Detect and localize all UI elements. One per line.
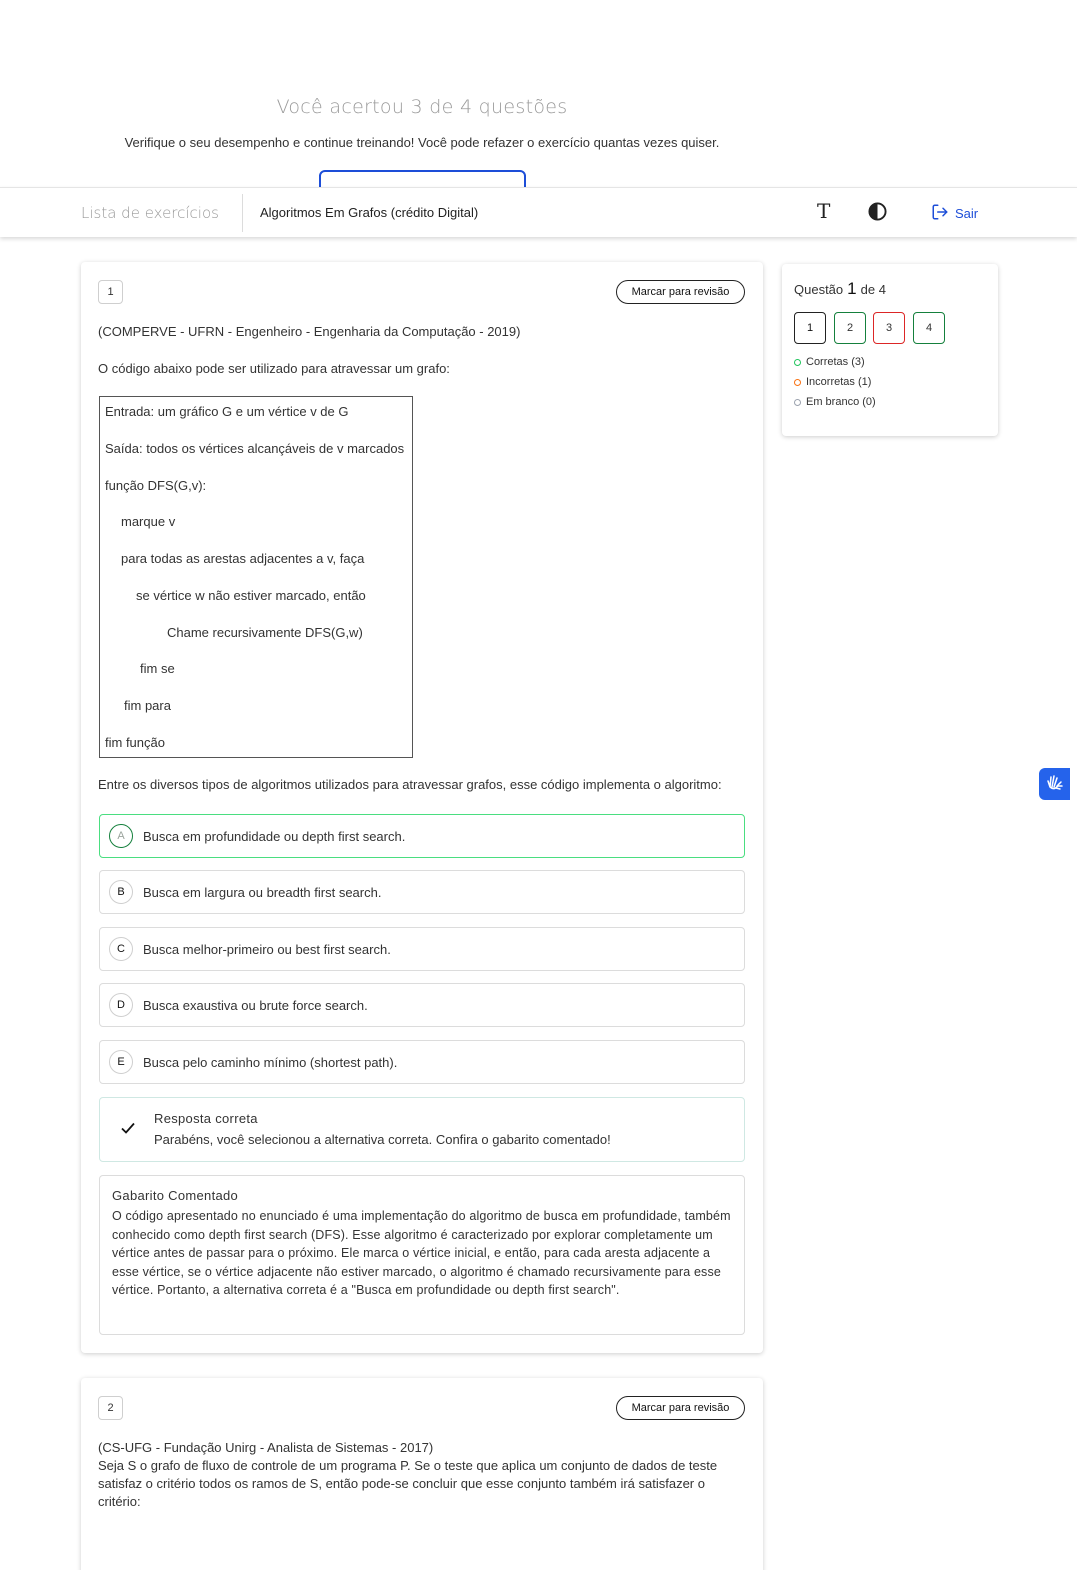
code-line: função DFS(G,v): (105, 478, 207, 493)
font-size-icon[interactable]: T (817, 199, 831, 223)
legend-label: Corretas (3) (806, 356, 865, 368)
question-text: Seja S o grafo de fluxo de controle de um programa P. Se o teste que aplica um conjunto de dados de teste satisfaz o critério todos os ramos de S, então pode-se concluir que esse conjunto também irá satisfazer o critério: (98, 1458, 718, 1509)
legend-label: Em branco (0) (806, 396, 876, 408)
alternative-text: Busca em profundidade ou depth first search. (143, 828, 406, 844)
question-prompt: Entre os diversos tipos de algoritmos utilizados para atravessar grafos, esse código implementa o algoritmo: (98, 777, 722, 792)
legend-dot (794, 359, 801, 366)
question-number: 1 (98, 280, 123, 304)
navigator-label: Questão (794, 282, 844, 297)
hands-icon (1045, 772, 1065, 797)
alternative-a[interactable] (99, 814, 745, 858)
divider (242, 194, 243, 232)
alternative-text: Busca exaustiva ou brute force search. (143, 997, 368, 1013)
legend-dot (794, 399, 801, 406)
contrast-icon[interactable] (868, 202, 887, 221)
alternative-letter: B (109, 880, 133, 904)
result-subtitle: Verifique o seu desempenho e continue treinando! Você pode refazer o exercício quantas vezes quiser. (124, 135, 720, 150)
code-line: Chame recursivamente DFS(G,w) (167, 625, 363, 640)
question-card-2 (81, 1378, 763, 1570)
commented-answer-text: O código apresentado no enunciado é uma implementação do algoritmo de busca em profundidade, também conhecido como depth first search (DFS). Esse algoritmo é caracterizado por explorar completamente um vértice antes de passar para o próximo. Ele marca o vértice inicial, e então, para cada aresta adjacente a esse vértice, se o vértice adjacente não estiver marcado, o algoritmo é chamado recursivamente para esse vértice. Portanto, a alternativa correta é a "Busca em profundidade ou depth first search". (112, 1209, 731, 1297)
alternative-text: Busca pelo caminho mínimo (shortest path). (143, 1054, 398, 1070)
question-intro: O código abaixo pode ser utilizado para atravessar um grafo: (98, 361, 450, 376)
logout-label: Sair (955, 206, 979, 221)
alternative-letter: E (109, 1050, 133, 1074)
code-line: fim para (124, 698, 171, 713)
nav-question-2[interactable]: 2 (834, 312, 866, 344)
legend-blank (794, 396, 876, 408)
alternative-text: Busca em largura ou breadth first search. (143, 884, 382, 900)
feedback-title: Resposta correta (154, 1111, 258, 1126)
alternative-letter: A (109, 824, 133, 848)
nav-question-4[interactable]: 4 (913, 312, 945, 344)
top-bar (0, 187, 1077, 237)
navigator-total: de 4 (860, 282, 886, 297)
alternative-c[interactable] (99, 927, 745, 971)
legend-label: Incorretas (1) (806, 376, 872, 388)
nav-question-1[interactable]: 1 (794, 312, 826, 344)
question-source: (CS-UFG - Fundação Unirg - Analista de Sistemas - 2017) (98, 1440, 434, 1455)
answer-feedback (99, 1097, 745, 1162)
code-line: para todas as arestas adjacentes a v, faça (121, 551, 365, 566)
code-line: Entrada: um gráfico G e um vértice v de G (105, 404, 349, 419)
question-navigator (782, 264, 998, 436)
course-title: Algoritmos Em Grafos (crédito Digital) (260, 205, 479, 220)
commented-answer-title: Gabarito Comentado (112, 1188, 239, 1203)
navigator-title (794, 279, 886, 299)
commented-answer (99, 1175, 745, 1335)
code-line: Saída: todos os vértices alcançáveis de v marcados (105, 441, 405, 456)
check-icon (120, 1120, 136, 1136)
code-line: se vértice w não estiver marcado, então (136, 588, 366, 603)
question-source: (COMPERVE - UFRN - Engenheiro - Engenharia da Computação - 2019) (98, 324, 521, 339)
nav-question-3[interactable]: 3 (873, 312, 905, 344)
alternative-text: Busca melhor-primeiro ou best first search. (143, 941, 391, 957)
question-number: 2 (98, 1396, 123, 1420)
code-line: marque v (121, 514, 176, 529)
mark-for-review-button[interactable]: Marcar para revisão (616, 1396, 745, 1420)
feedback-message: Parabéns, você selecionou a alternativa correta. Confira o gabarito comentado! (154, 1132, 611, 1147)
alternative-d[interactable] (99, 983, 745, 1027)
result-title: Você acertou 3 de 4 questões (276, 96, 568, 118)
mark-for-review-button[interactable]: Marcar para revisão (616, 280, 745, 304)
code-block (99, 396, 413, 758)
legend-incorrect (794, 376, 871, 388)
alternative-letter: C (109, 937, 133, 961)
alternative-b[interactable] (99, 870, 745, 914)
code-line: fim função (105, 735, 165, 750)
legend-correct (794, 356, 865, 368)
code-line: fim se (140, 661, 175, 676)
question-card-1 (81, 262, 763, 1353)
logout-icon (931, 203, 949, 224)
alternative-e[interactable] (99, 1040, 745, 1084)
legend-dot (794, 379, 801, 386)
sign-language-button[interactable] (1039, 768, 1070, 800)
alternative-letter: D (109, 993, 133, 1017)
current-question: 1 (847, 279, 857, 298)
logout-button[interactable] (931, 203, 978, 224)
breadcrumb[interactable]: Lista de exercícios (81, 204, 219, 222)
